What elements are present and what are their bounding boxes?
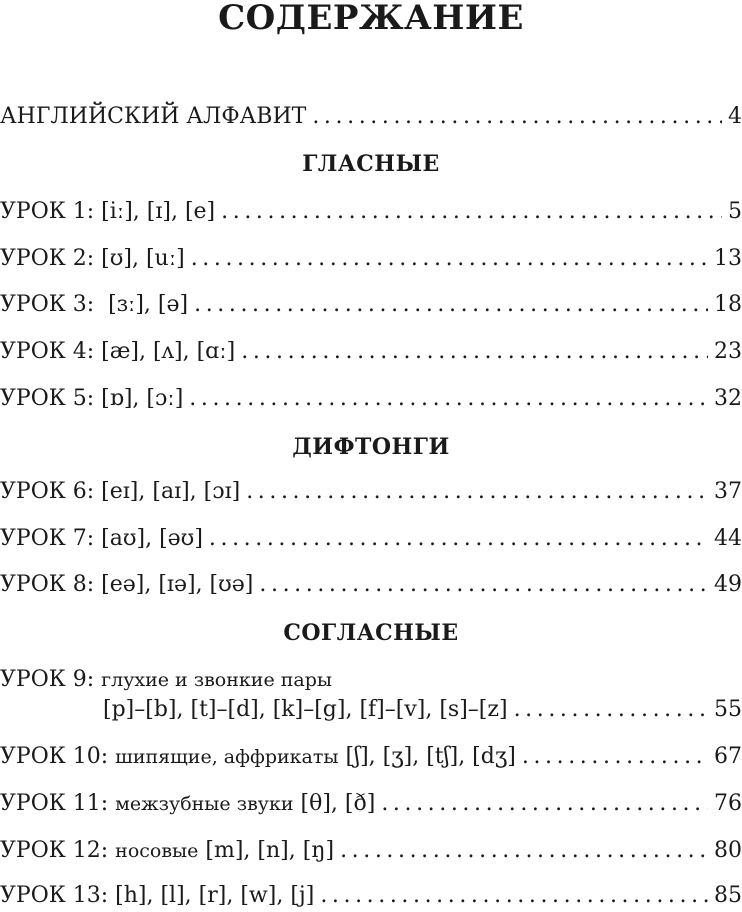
toc-entry-lesson-6[interactable] (0, 477, 742, 507)
toc-entry-label: УРОК 2: [ʊ], [uː] (0, 246, 185, 271)
toc-entry-lesson-10[interactable] (0, 742, 742, 772)
dot-leader (246, 477, 708, 507)
toc-entry-prefix: УРОК 11: (0, 791, 116, 816)
toc-entry-lesson-8[interactable] (0, 570, 742, 600)
section-heading-diphthongs: ДИФТОНГИ (292, 434, 450, 460)
toc-entry-prefix: УРОК 9: (0, 667, 102, 692)
toc-entry-label: УРОК 5: [ɒ], [ɔː] (0, 386, 184, 411)
toc-entry-label: АНГЛИЙСКИЙ АЛФАВИТ (0, 104, 307, 129)
toc-entry-description: глухие и звонкие пары (101, 669, 333, 691)
toc-entry-description: носовые (115, 840, 199, 862)
toc-entry-label (0, 836, 334, 866)
toc-entry-lesson-5[interactable] (0, 384, 742, 414)
toc-page-number: 23 (714, 339, 742, 364)
toc-page-number: 18 (714, 292, 742, 317)
toc-entry-lesson-11[interactable] (0, 789, 742, 819)
toc-entry-label: УРОК 7: [aʊ], [əʊ] (0, 526, 203, 551)
toc-entry-lesson-4[interactable] (0, 337, 742, 367)
toc-entry-sounds: [ʃ], [ʒ], [tʃ], [dʒ] (338, 744, 516, 769)
toc-entry-prefix: УРОК 10: (0, 744, 116, 769)
toc-page-number: 32 (714, 386, 742, 411)
toc-entry-lesson-7[interactable] (0, 524, 742, 554)
toc-page-number: 37 (714, 479, 742, 504)
dot-leader (312, 102, 722, 132)
page-title: СОДЕРЖАНИЕ (218, 0, 524, 38)
toc-entry-lesson-3[interactable] (0, 290, 742, 320)
dot-leader (514, 695, 708, 725)
toc-entry-label: УРОК 1: [iː], [ɪ], [e] (0, 199, 216, 224)
dot-leader (189, 384, 708, 414)
toc-page-number: 76 (714, 791, 742, 816)
toc-entry-alphabet[interactable] (0, 102, 742, 132)
toc-entry-label: УРОК 4: [æ], [ʌ], [ɑː] (0, 339, 236, 364)
dot-leader (340, 836, 708, 866)
toc-entry-lesson-12[interactable] (0, 836, 742, 866)
toc-page-number: 5 (728, 199, 742, 224)
toc-entry-label: УРОК 13: [h], [l], [r], [w], [j] (0, 883, 315, 908)
toc-page-number: 80 (714, 838, 742, 863)
dot-leader (259, 570, 708, 600)
toc-entry-label: [p]–[b], [t]–[d], [k]–[g], [f]–[v], [s]–[z] (103, 697, 508, 722)
toc-entry-label: УРОК 3: [ɜː], [ə] (0, 292, 189, 317)
toc-entry-description: шипящие, аффрикаты (115, 746, 339, 768)
toc-page-number: 55 (714, 697, 742, 722)
dot-leader (381, 789, 708, 819)
toc-entry-label: УРОК 8: [eə], [ɪə], [ʊə] (0, 572, 254, 597)
toc-page-number: 67 (714, 744, 742, 769)
section-heading-vowels: ГЛАСНЫЕ (302, 151, 440, 177)
toc-entry-sounds: [m], [n], [ŋ] (198, 838, 335, 863)
toc-entry-label (0, 789, 375, 819)
toc-entry-lesson-13[interactable] (0, 881, 742, 911)
toc-entry-prefix: УРОК 12: (0, 838, 116, 863)
toc-entry-label: УРОК 6: [eɪ], [aɪ], [ɔɪ] (0, 479, 241, 504)
toc-page-number: 4 (728, 104, 742, 129)
dot-leader (194, 290, 708, 320)
toc-entry-label (0, 742, 516, 772)
dot-leader (209, 524, 708, 554)
dot-leader (320, 881, 708, 911)
toc-entry-lesson-9-title[interactable] (0, 665, 332, 695)
toc-entry-description: межзубные звуки (115, 793, 294, 815)
dot-leader (191, 244, 708, 274)
toc-page-number: 13 (714, 246, 742, 271)
toc-entry-lesson-2[interactable] (0, 244, 742, 274)
toc-page-number: 44 (714, 526, 742, 551)
toc-page-number: 49 (714, 572, 742, 597)
toc-entry-lesson-1[interactable] (0, 197, 742, 227)
toc-entry-lesson-9[interactable] (103, 695, 742, 725)
toc-entry-sounds: [θ], [ð] (293, 791, 376, 816)
dot-leader (221, 197, 722, 227)
dot-leader (241, 337, 708, 367)
dot-leader (522, 742, 708, 772)
toc-page-number: 85 (714, 883, 742, 908)
section-heading-consonants: СОГЛАСНЫЕ (283, 620, 459, 646)
